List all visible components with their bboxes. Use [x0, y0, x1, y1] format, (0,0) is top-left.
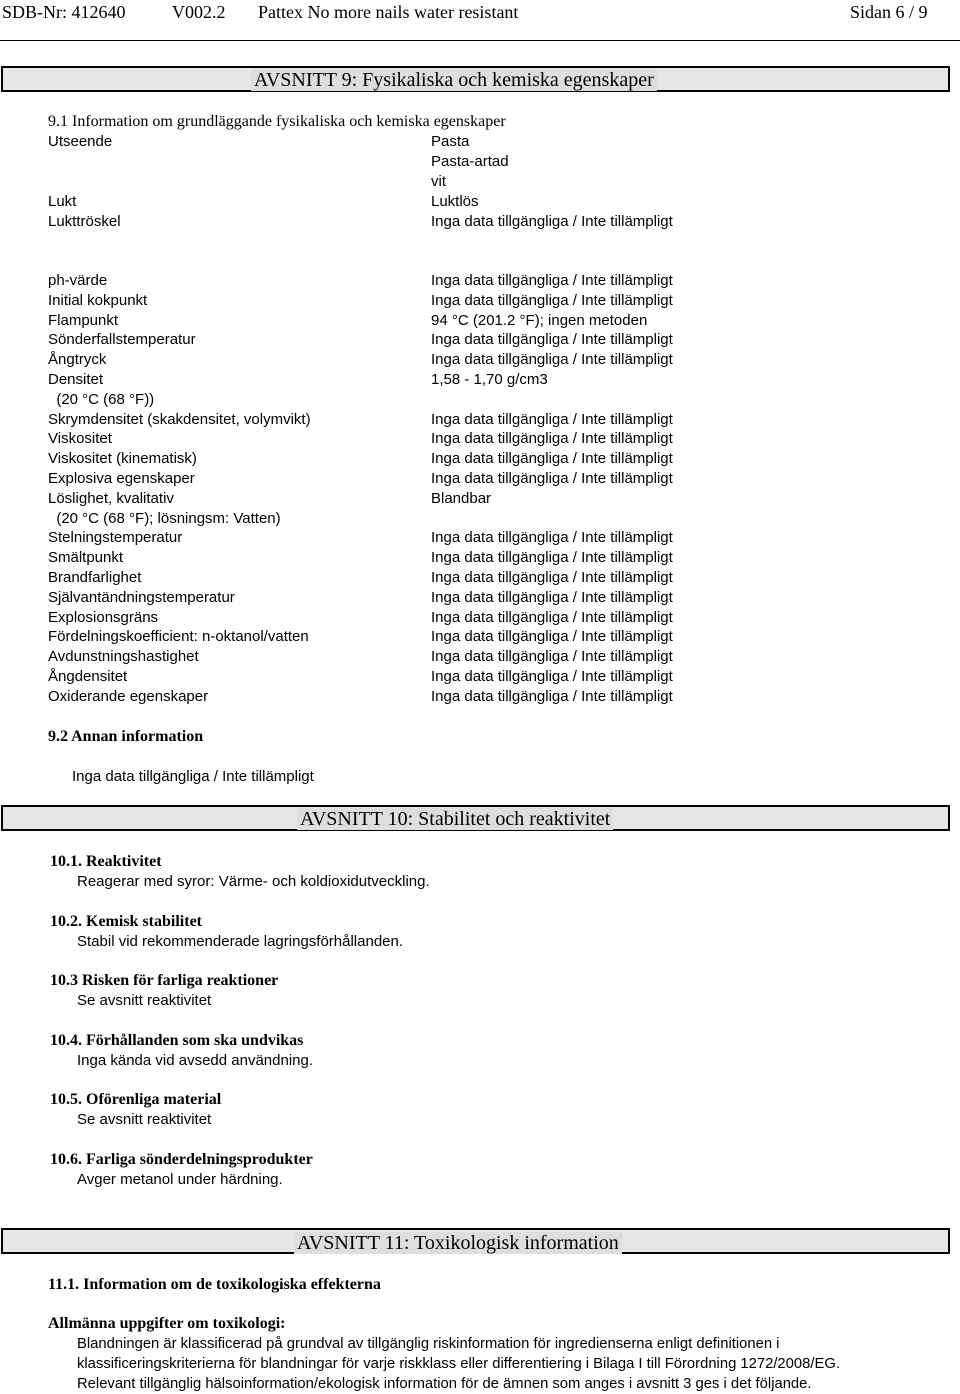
section-11-title: AVSNITT 11: Toxikologisk information: [294, 1232, 622, 1254]
property-label: Självantändningstemperatur: [48, 588, 235, 606]
property-label: Utseende: [48, 133, 113, 150]
subsection-text: Se avsnitt reaktivitet: [77, 1111, 212, 1129]
property-value: Inga data tillgängliga / Inte tillämpligt: [431, 549, 673, 567]
header-divider: [0, 40, 960, 41]
property-label: ph-värde: [48, 272, 108, 289]
property-label: Ångdensitet: [48, 668, 128, 685]
property-label: Densitet: [48, 371, 104, 388]
property-value: Inga data tillgängliga / Inte tillämpligt: [431, 668, 673, 685]
property-label: Viskositet: [48, 430, 112, 448]
property-label: Flampunkt: [48, 311, 119, 329]
property-value: Inga data tillgängliga / Inte tillämpligt: [431, 272, 673, 289]
subsection-text: Inga kända vid avsedd användning.: [77, 1051, 314, 1069]
property-value: Inga data tillgängliga / Inte tillämpligt: [431, 351, 673, 369]
property-value: Inga data tillgängliga / Inte tillämpligt: [431, 470, 673, 487]
property-value: Inga data tillgängliga / Inte tillämpligt: [431, 529, 673, 547]
property-label: Viskositet (kinematisk): [48, 450, 197, 468]
property-value: vit: [431, 173, 446, 190]
subsection-text: Stabil vid rekommenderade lagringsförhållanden.: [77, 932, 404, 950]
property-label: Explosiva egenskaper: [48, 470, 195, 487]
general-toxicology-heading: Allmänna uppgifter om toxikologi:: [48, 1315, 286, 1332]
property-label: Avdunstningshastighet: [48, 648, 199, 666]
subsection-heading: 10.6. Farliga sönderdelningsprodukter: [50, 1151, 313, 1168]
section-9-1-heading: 9.1 Information om grundläggande fysikaliska och kemiska egenskaper: [48, 113, 506, 130]
subsection-text: Se avsnitt reaktivitet: [77, 992, 212, 1010]
section-11-1-heading: 11.1. Information om de toxikologiska effekterna: [48, 1276, 381, 1293]
subsection-heading: 10.5. Oförenliga material: [50, 1091, 222, 1109]
subsection-heading: 10.3 Risken för farliga reaktioner: [50, 972, 279, 990]
property-value: Luktlös: [431, 193, 479, 210]
subsection-text: Avger metanol under härdning.: [77, 1171, 283, 1188]
section-10-title: AVSNITT 10: Stabilitet och reaktivitet: [297, 808, 613, 830]
property-label: Lukttröskel: [48, 213, 121, 230]
subsection-text: Reagerar med syror: Värme- och koldioxidutveckling.: [77, 873, 430, 890]
property-value: Inga data tillgängliga / Inte tillämpligt: [431, 588, 673, 606]
property-label: Brandfarlighet: [48, 569, 142, 586]
property-value: Blandbar: [431, 489, 492, 507]
property-value: Inga data tillgängliga / Inte tillämpligt: [431, 687, 673, 705]
property-label: Lukt: [48, 193, 77, 210]
property-label: (20 °C (68 °F); lösningsm: Vatten): [48, 509, 281, 527]
property-label: (20 °C (68 °F)): [48, 390, 155, 408]
property-label: Oxiderande egenskaper: [48, 687, 209, 705]
paragraph-line: Relevant tillgänglig hälsoinformation/ekologisk information för de ämnen som anges i avsnitt 3 ges i det följande.: [77, 1376, 812, 1392]
product-name: Pattex No more nails water resistant: [258, 2, 519, 22]
property-label: Smältpunkt: [48, 549, 124, 567]
property-value: Pasta-artad: [431, 153, 509, 170]
sdb-number: SDB-Nr: 412640: [2, 2, 126, 22]
property-value: Inga data tillgängliga / Inte tillämpligt: [431, 450, 673, 468]
property-value: Pasta: [431, 133, 470, 150]
subsection-heading: 10.4. Förhållanden som ska undvikas: [50, 1031, 304, 1049]
property-value: Inga data tillgängliga / Inte tillämpligt: [431, 213, 673, 230]
paragraph-line: Blandningen är klassificerad på grundval av tillgänglig riskinformation för ingredienserna enligt definitionen i: [77, 1336, 780, 1352]
property-label: Löslighet, kvalitativ: [48, 489, 174, 507]
property-label: Sönderfallstemperatur: [48, 331, 196, 349]
section-9-2-heading: 9.2 Annan information: [48, 728, 204, 745]
subsection-heading: 10.2. Kemisk stabilitet: [50, 912, 202, 930]
property-value: 94 °C (201.2 °F); ingen metoden: [431, 311, 648, 329]
property-label: Initial kokpunkt: [48, 291, 148, 309]
property-value: Inga data tillgängliga / Inte tillämpligt: [431, 331, 673, 349]
property-value: 1,58 - 1,70 g/cm3: [431, 371, 548, 388]
property-label: Explosionsgräns: [48, 608, 159, 626]
property-label: Ångtryck: [48, 351, 107, 369]
page-number: Sidan 6 / 9: [850, 2, 928, 22]
version: V002.2: [172, 2, 226, 22]
paragraph-line: klassificeringskriterierna för blandningar för varje riskklass eller differentiering i Bilaga I till Förordning 1272/2008/EG.: [77, 1356, 840, 1372]
property-value: Inga data tillgängliga / Inte tillämpligt: [431, 430, 673, 448]
section-9-title: AVSNITT 9: Fysikaliska och kemiska egenskaper: [251, 69, 657, 91]
property-label: Fördelningskoefficient: n-oktanol/vatten: [48, 628, 309, 646]
section-9-2-text: Inga data tillgängliga / Inte tillämpligt: [72, 768, 314, 785]
subsection-heading: 10.1. Reaktivitet: [50, 853, 162, 870]
property-value: Inga data tillgängliga / Inte tillämpligt: [431, 291, 673, 309]
property-value: Inga data tillgängliga / Inte tillämpligt: [431, 410, 673, 428]
property-value: Inga data tillgängliga / Inte tillämpligt: [431, 648, 673, 666]
property-label: Skrymdensitet (skakdensitet, volymvikt): [48, 410, 311, 428]
property-value: Inga data tillgängliga / Inte tillämpligt: [431, 569, 673, 586]
property-value: Inga data tillgängliga / Inte tillämpligt: [431, 628, 673, 646]
property-value: Inga data tillgängliga / Inte tillämpligt: [431, 608, 673, 626]
property-label: Stelningstemperatur: [48, 529, 183, 547]
